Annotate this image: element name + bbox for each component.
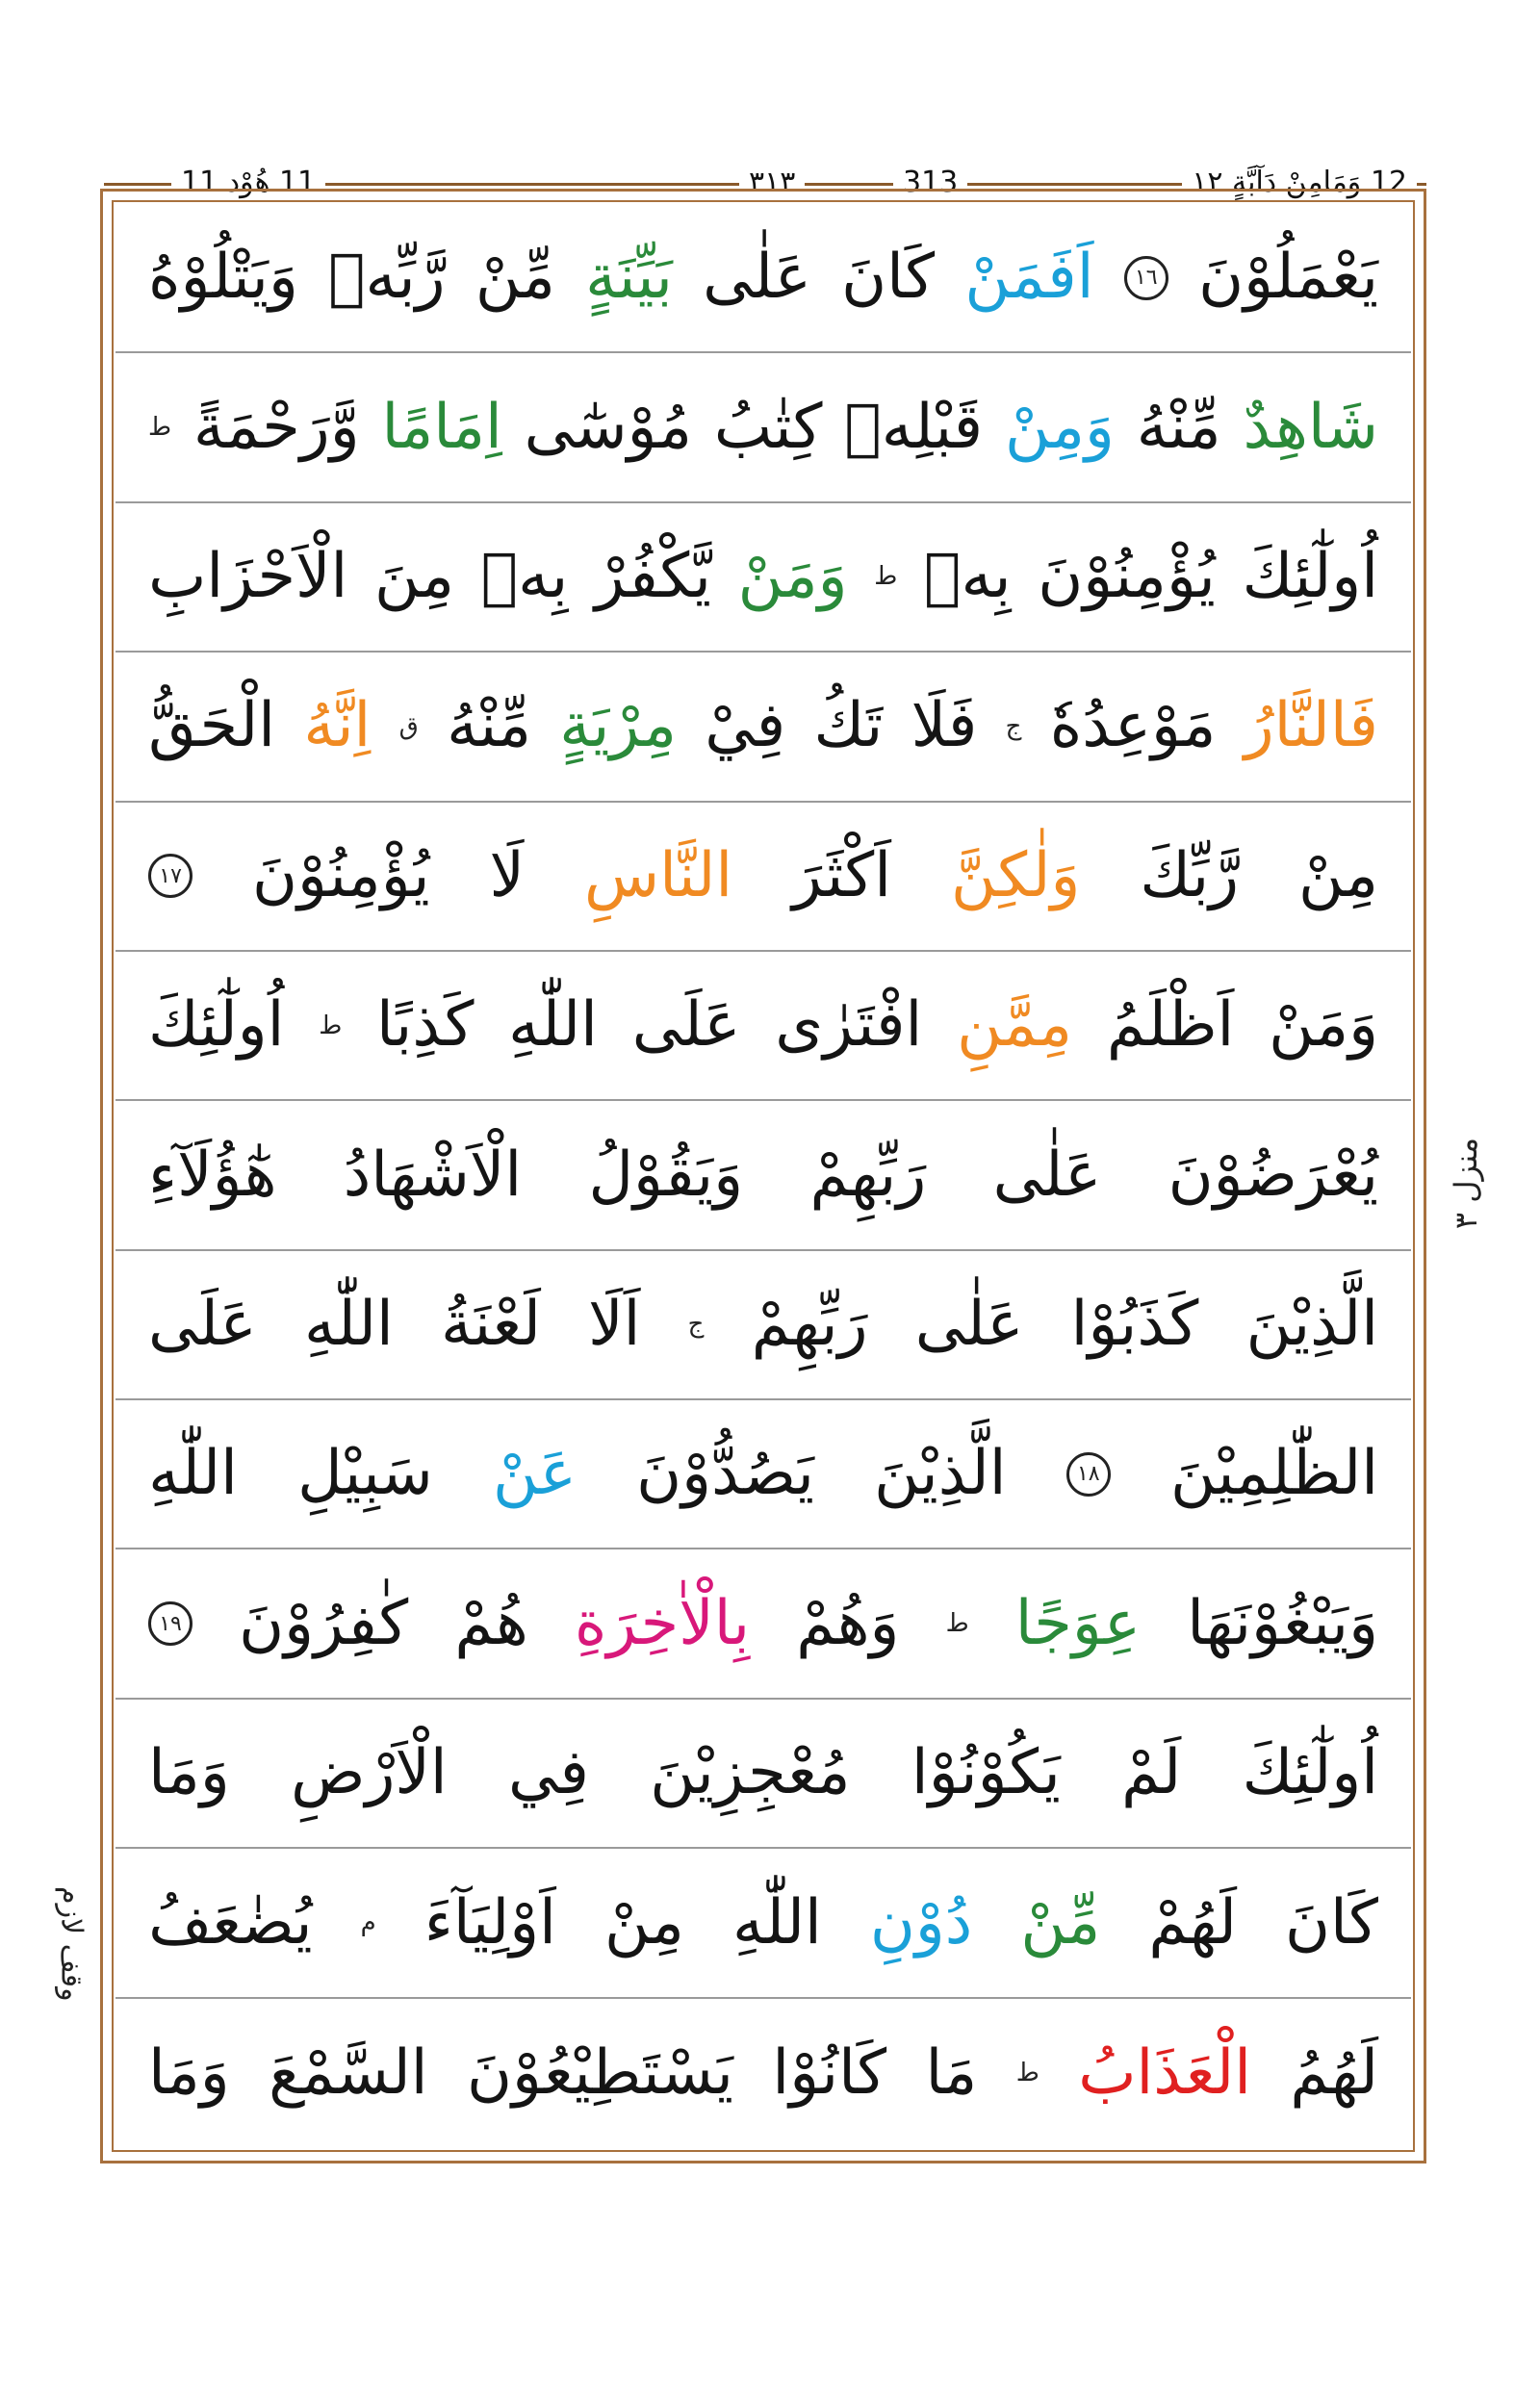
- word: مِّنْهُ: [1136, 391, 1221, 463]
- word: عَنْ: [493, 1438, 577, 1510]
- word: وَمَا: [148, 2036, 230, 2109]
- word: فَالنَّارُ: [1244, 690, 1378, 762]
- word: اُولٰٓئِكَ: [148, 989, 285, 1062]
- verse-line: [116, 1251, 1411, 1400]
- waqf-sign: ط: [874, 562, 898, 592]
- word: يُؤْمِنُوْنَ: [252, 839, 430, 911]
- text-block: [116, 204, 1411, 2148]
- waqf-sign: م: [360, 1907, 376, 1937]
- word: اَفَمَنْ: [964, 242, 1094, 314]
- manzil-label: منزل ۳: [1448, 1138, 1484, 1230]
- word: وَمَا: [148, 1737, 230, 1809]
- word: وَيَقُوْلُ: [588, 1139, 744, 1211]
- page-number-urdu: ۳۱۳: [739, 162, 805, 204]
- word: اُولٰٓئِكَ: [1242, 541, 1378, 613]
- word: الْعَذَابُ: [1078, 2036, 1251, 2109]
- verse-line: [116, 1101, 1411, 1250]
- word: اللّٰهِ: [732, 1886, 822, 1959]
- word: كَانُوْا: [772, 2036, 887, 2109]
- word: كَانَ: [1285, 1886, 1378, 1959]
- word: الظّٰلِمِيْنَ: [1170, 1438, 1378, 1510]
- word: كَذِبًا: [376, 989, 475, 1062]
- page-number: 313: [893, 162, 967, 204]
- word: تَكُ: [813, 690, 884, 762]
- word: بِالْاٰخِرَةِ: [574, 1587, 751, 1659]
- word: مِّنْهُ: [447, 690, 531, 762]
- word: السَّمْعَ: [269, 2036, 428, 2109]
- word: مَا: [925, 2036, 978, 2109]
- word: الْاَشْهَادُ: [343, 1139, 523, 1211]
- word: اِمَامًا: [381, 391, 502, 463]
- waqf-sign: ط: [148, 413, 172, 443]
- word: رَّبِّهٖ: [328, 242, 446, 314]
- word: الَّذِيْنَ: [1245, 1288, 1378, 1360]
- word: مُعْجِزِيْنَ: [650, 1737, 851, 1809]
- verse-line: [116, 204, 1411, 353]
- word: كَذَبُوْا: [1070, 1288, 1199, 1360]
- word: اَلَا: [588, 1288, 641, 1360]
- verse-line: [116, 1849, 1411, 1998]
- word: رَّبِّكَ: [1140, 839, 1240, 911]
- word: وَيَبْغُوْنَهَا: [1187, 1587, 1378, 1659]
- word: وَيَتْلُوْهُ: [148, 242, 298, 314]
- word: رَبِّهِمْ: [809, 1139, 927, 1211]
- word: وَّرَحْمَةً: [192, 391, 360, 463]
- juz-marker: 12 وَمَامِنْ دَآبَّةٍ ۱۲: [1182, 162, 1417, 204]
- word: اللّٰهِ: [508, 989, 598, 1062]
- word: عَلٰى: [703, 242, 811, 314]
- verse-line: [116, 1549, 1411, 1699]
- word: دُوْنِ: [869, 1886, 973, 1959]
- word: هُمْ: [454, 1587, 528, 1659]
- word: الْاَحْزَابِ: [148, 541, 348, 613]
- word: اَوْلِيَآءَ: [424, 1886, 556, 1959]
- verse-line: [116, 1700, 1411, 1849]
- word: مِنَ: [374, 541, 455, 613]
- word: اُولٰٓئِكَ: [1242, 1737, 1378, 1809]
- word: بِهٖ: [480, 541, 569, 613]
- word: لَعْنَةُ: [440, 1288, 541, 1360]
- word: عِوَجًا: [1014, 1587, 1142, 1659]
- word: بِهٖ: [924, 541, 1012, 613]
- ayah-number-marker: ۱٦: [1124, 256, 1168, 300]
- word: مِّنْ: [475, 242, 555, 314]
- word: كَانَ: [841, 242, 936, 314]
- verse-line: [116, 353, 1411, 502]
- word: يَّكْفُرْ: [595, 541, 711, 613]
- waqf-sign: ط: [945, 1609, 969, 1639]
- word: اللّٰهِ: [303, 1288, 394, 1360]
- word: وَمَنْ: [1269, 989, 1378, 1062]
- word: شَاهِدٌ: [1243, 391, 1378, 463]
- word: لَا: [489, 839, 526, 911]
- word: هٰٓؤُلَآءِ: [148, 1139, 277, 1211]
- word: فَلَا: [911, 690, 978, 762]
- word: وَمِنْ: [1005, 391, 1115, 463]
- word: سَبِيْلِ: [297, 1438, 433, 1510]
- word: اَظْلَمُ: [1106, 989, 1235, 1062]
- waqf-marker: [42, 1848, 100, 2040]
- verse-line: [116, 952, 1411, 1101]
- word: كٰفِرُوْنَ: [239, 1587, 409, 1659]
- word: الْحَقُّ: [148, 690, 276, 762]
- word: لَهُمُ: [1290, 2036, 1378, 2109]
- waqf-sign: ج: [687, 1310, 705, 1340]
- word: يُؤْمِنُوْنَ: [1038, 541, 1216, 613]
- word: يَكُوْنُوْا: [911, 1737, 1061, 1809]
- word: مَوْعِدُهٗ: [1049, 690, 1217, 762]
- word: اللّٰهِ: [148, 1438, 238, 1510]
- waqf-sign: ق: [398, 711, 419, 741]
- word: مِنْ: [1298, 839, 1378, 911]
- word: النَّاسِ: [583, 839, 733, 911]
- word: مِّنْ: [1020, 1886, 1101, 1959]
- word: مِنْ: [603, 1886, 684, 1959]
- word: مُوْسٰٓى: [524, 391, 692, 463]
- word: لَهُمْ: [1148, 1886, 1237, 1959]
- word: وَهُمْ: [796, 1587, 900, 1659]
- word: عَلَى: [631, 989, 741, 1062]
- waqf-sign: ط: [1015, 2059, 1040, 2088]
- word: مِرْيَةٍ: [559, 690, 677, 762]
- word: يُضٰعَفُ: [148, 1886, 313, 1959]
- word: الْاَرْضِ: [291, 1737, 448, 1809]
- surah-marker: 11 هُوْد 11: [171, 162, 325, 204]
- word: افْتَرٰى: [775, 989, 923, 1062]
- verse-line: [116, 1400, 1411, 1549]
- verse-line: [116, 653, 1411, 802]
- word: كِتٰبُ: [713, 391, 823, 463]
- ayah-number-marker: ۱۸: [1066, 1452, 1111, 1497]
- word: عَلٰى: [992, 1139, 1102, 1211]
- waqf-sign: ط: [319, 1011, 343, 1040]
- verse-line: [116, 803, 1411, 952]
- word: يَسْتَطِيْعُوْنَ: [467, 2036, 733, 2109]
- word: عَلَى: [148, 1288, 257, 1360]
- word: يُعْرَضُوْنَ: [1168, 1139, 1378, 1211]
- verse-line: [116, 503, 1411, 653]
- manzil-marker: [1432, 1107, 1500, 1261]
- ayah-number-marker: ۱۷: [148, 854, 192, 898]
- word: بَيِّنَةٍ: [585, 242, 673, 314]
- word: اَكْثَرَ: [792, 839, 892, 911]
- word: رَبِّهِمْ: [751, 1288, 868, 1360]
- word: فِيْ: [705, 690, 786, 762]
- waqf-label: وقف لازم: [54, 1886, 89, 2002]
- word: عَلٰى: [914, 1288, 1024, 1360]
- word: لَمْ: [1121, 1737, 1182, 1809]
- word: وَلٰكِنَّ: [950, 839, 1081, 911]
- ayah-number-marker: ۱۹: [148, 1601, 192, 1646]
- waqf-sign: ج: [1005, 711, 1022, 741]
- word: اِنَّهُ: [303, 690, 372, 762]
- word: وَمَنْ: [737, 541, 848, 613]
- word: فِي: [507, 1737, 589, 1809]
- word: مِمَّنِ: [957, 989, 1073, 1062]
- word: يَعْمَلُوْنَ: [1198, 242, 1378, 314]
- word: يَصُدُّوْنَ: [636, 1438, 814, 1510]
- word: الَّذِيْنَ: [874, 1438, 1007, 1510]
- word: قَبْلِهٖ: [844, 391, 984, 463]
- verse-line: [116, 1999, 1411, 2148]
